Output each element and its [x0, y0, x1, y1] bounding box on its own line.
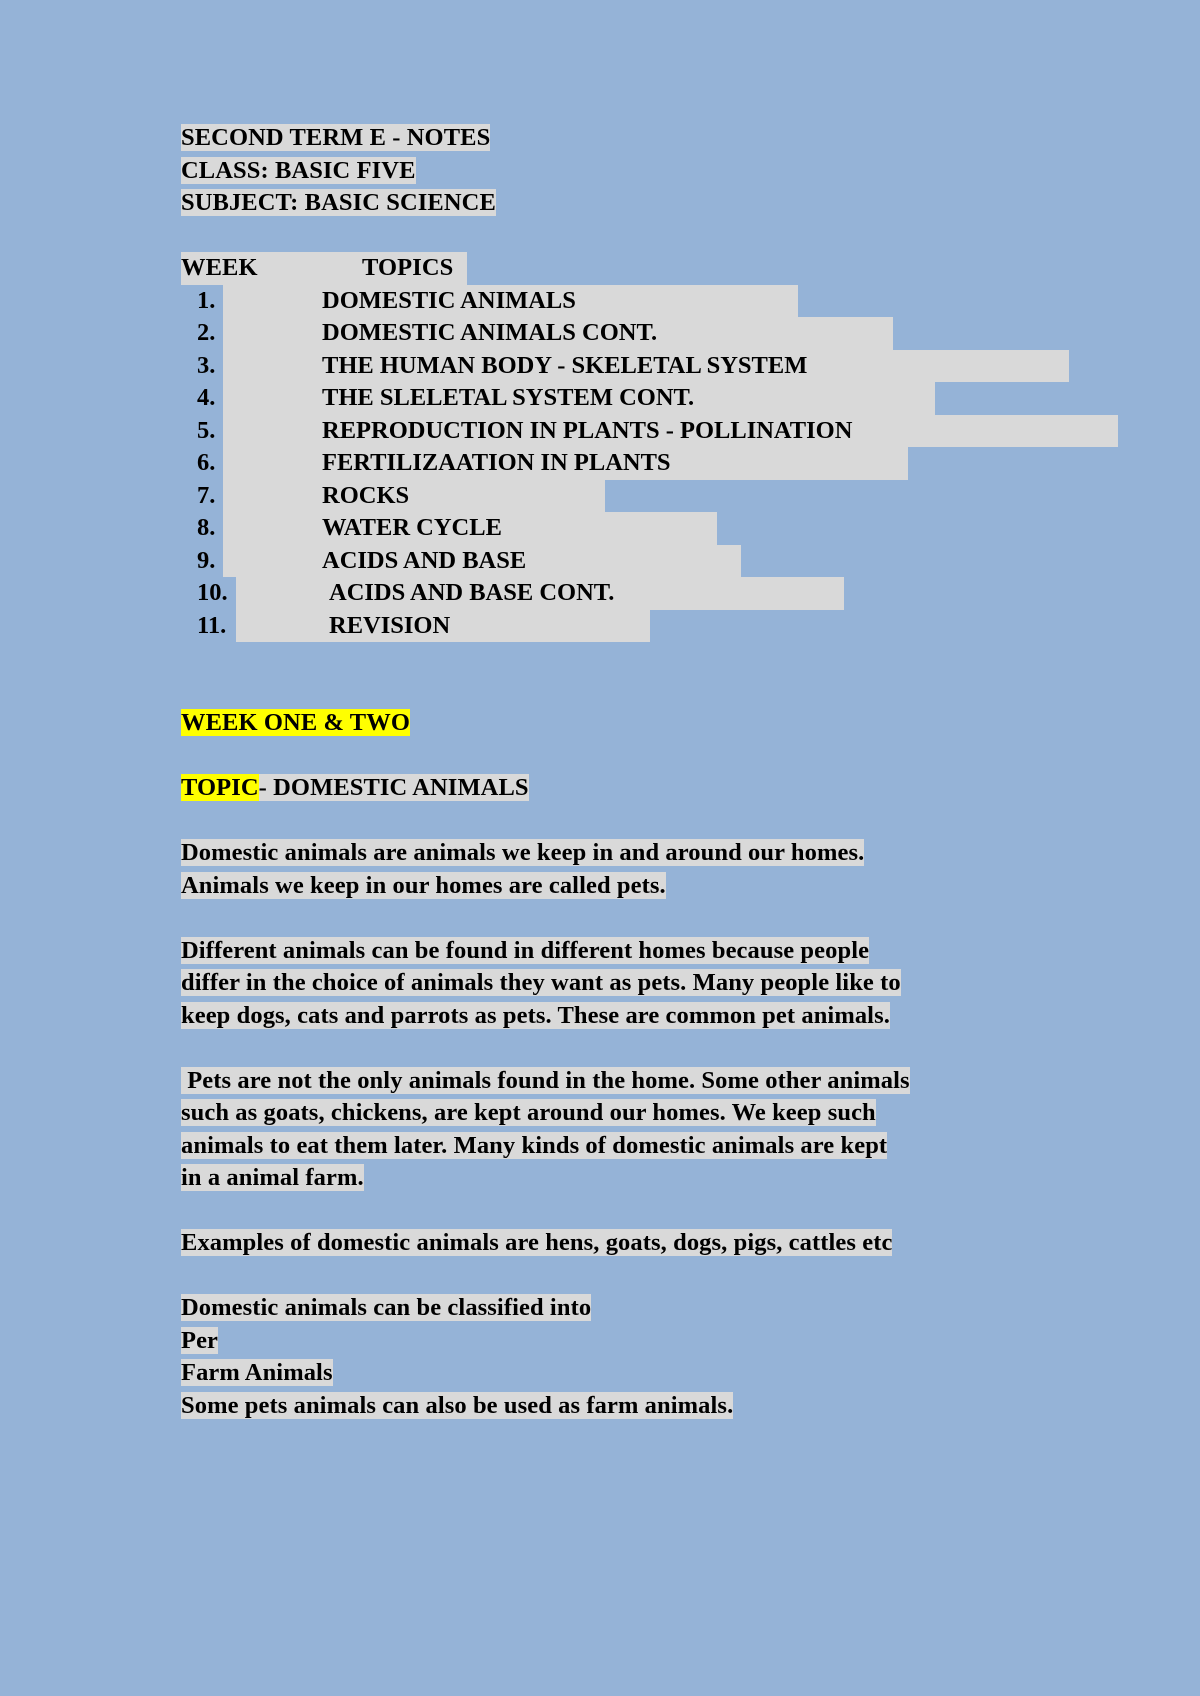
topic-text: - DOMESTIC ANIMALS: [258, 774, 529, 801]
header-line-1: [181, 122, 1061, 155]
scheme-row-number: 3.: [197, 350, 219, 383]
scheme-row-number: 6.: [197, 447, 219, 480]
paragraph-line: [181, 1227, 1061, 1260]
subject-label: SUBJECT: BASIC SCIENCE: [181, 189, 496, 216]
scheme-row-number: 10.: [197, 577, 232, 610]
spacer: [181, 1032, 1061, 1065]
week-heading-text: WEEK ONE & TWO: [181, 709, 410, 736]
scheme-row-9: [181, 545, 1061, 578]
document-page: [181, 122, 1061, 1422]
scheme-row-number: 7.: [197, 480, 219, 513]
scheme-row-topic: ROCKS: [322, 481, 410, 509]
scheme-row-topic: FERTILIZAATION IN PLANTS: [322, 449, 671, 476]
scheme-row-number: 8.: [197, 512, 219, 545]
paragraph-line: [181, 1162, 1061, 1195]
topic-label: TOPIC: [181, 774, 259, 801]
scheme-row-2: [181, 317, 1061, 350]
topics-column-label: TOPICS: [362, 254, 454, 281]
paragraph-line: [181, 935, 1061, 968]
para1-line-1: Domestic animals are animals we keep in and around our homes.: [181, 839, 865, 866]
scheme-row-number: 4.: [197, 382, 219, 415]
scheme-row-topic: DOMESTIC ANIMALS CONT.: [322, 319, 658, 346]
scheme-header-cell: [181, 252, 467, 285]
paragraph-line: [181, 1130, 1061, 1163]
scheme-row-4: [181, 382, 1061, 415]
para5-line-2: Per: [181, 1326, 219, 1354]
scheme-row-3: [181, 350, 1061, 383]
paragraph-line: [181, 1292, 1061, 1325]
para2-line-1: Different animals can be found in different homes because people: [181, 936, 870, 964]
paragraph-line: [181, 870, 1061, 903]
scheme-row-number: 5.: [197, 415, 219, 448]
scheme-row-topic: REVISION: [329, 611, 451, 639]
para3-line-1: Pets are not the only animals found in the home. Some other animals: [181, 1066, 910, 1094]
para2-line-3: keep dogs, cats and parrots as pets. These are common pet animals.: [181, 1001, 890, 1029]
para5-line-1: Domestic animals can be classified into: [181, 1294, 592, 1321]
scheme-row-7: [181, 480, 1061, 513]
scheme-row-11: [181, 610, 1061, 643]
scheme-row-number: 11.: [197, 610, 230, 643]
paragraph-line: [181, 1357, 1061, 1390]
scheme-row-8: [181, 512, 1061, 545]
paragraph-line: [181, 1325, 1061, 1358]
scheme-row-topic: REPRODUCTION IN PLANTS - POLLINATION: [322, 416, 853, 444]
paragraph-line: [181, 967, 1061, 1000]
scheme-row-number: 1.: [197, 285, 219, 318]
week-column-label: WEEK: [181, 254, 258, 281]
para3-line-4: in a animal farm.: [181, 1164, 364, 1191]
scheme-row-topic: ACIDS AND BASE: [322, 546, 527, 574]
header-line-2: [181, 155, 1061, 188]
scheme-row-topic: THE SLELETAL SYSTEM CONT.: [322, 384, 695, 411]
para5-line-3: Farm Animals: [181, 1359, 333, 1386]
para2-line-2: differ in the choice of animals they want as pets. Many people like to: [181, 969, 901, 996]
paragraph-line: [181, 1065, 1061, 1098]
paragraph-line: [181, 1097, 1061, 1130]
spacer: [181, 1195, 1061, 1228]
scheme-row-5: [181, 415, 1061, 448]
para5-line-4: Some pets animals can also be used as farm animals.: [181, 1391, 734, 1419]
para4-line-1: Examples of domestic animals are hens, goats, dogs, pigs, cattles etc: [181, 1229, 893, 1256]
spacer: [181, 220, 1061, 253]
scheme-row-10: [181, 577, 1061, 610]
scheme-header: [181, 252, 1061, 285]
scheme-row-6: [181, 447, 1061, 480]
week-heading: [181, 707, 1061, 740]
spacer: [181, 805, 1061, 838]
spacer: [181, 675, 1061, 708]
para3-line-2: such as goats, chickens, are kept around our homes. We keep such: [181, 1099, 876, 1126]
term-title: SECOND TERM E - NOTES: [181, 124, 491, 151]
para3-line-3: animals to eat them later. Many kinds of domestic animals are kept: [181, 1131, 888, 1159]
scheme-row-topic: DOMESTIC ANIMALS: [322, 286, 576, 314]
topic-line: [181, 772, 1061, 805]
paragraph-line: [181, 837, 1061, 870]
para1-line-2: Animals we keep in our homes are called pets.: [181, 871, 666, 899]
scheme-row-topic: ACIDS AND BASE CONT.: [329, 579, 615, 606]
spacer: [181, 1260, 1061, 1293]
spacer: [181, 642, 1061, 675]
paragraph-line: [181, 1390, 1061, 1423]
scheme-row-number: 9.: [197, 545, 219, 578]
scheme-row-number: 2.: [197, 317, 219, 350]
scheme-row-topic: WATER CYCLE: [322, 514, 502, 541]
header-line-3: [181, 187, 1061, 220]
paragraph-line: [181, 1000, 1061, 1033]
spacer: [181, 902, 1061, 935]
class-label: CLASS: BASIC FIVE: [181, 156, 416, 184]
scheme-row-topic: THE HUMAN BODY - SKELETAL SYSTEM: [322, 351, 808, 379]
scheme-row-1: [181, 285, 1061, 318]
spacer: [181, 740, 1061, 773]
